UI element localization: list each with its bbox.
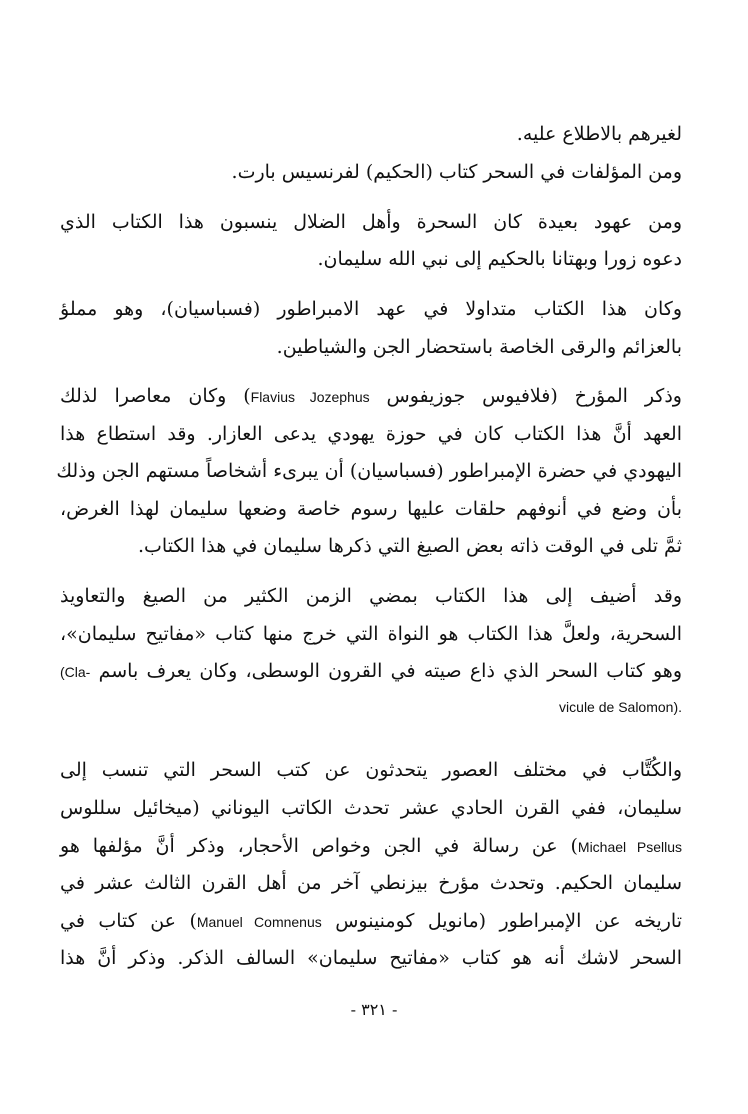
text-line [60, 832, 682, 860]
text-line [60, 692, 682, 720]
line-text: والكُتَّاب في مختلف العصور يتحدثون عن كتب السحر التي تنسب إلى [60, 759, 682, 781]
text-line [60, 120, 682, 148]
text-line [60, 756, 682, 784]
line-text: بالعزائم والرقى الخاصة باستحضار الجن والشياطين. [276, 336, 682, 358]
text-line [60, 333, 682, 361]
text-line [60, 582, 682, 610]
text-line [60, 295, 682, 323]
line-text: لغيرهم بالاطلاع عليه. [516, 123, 682, 145]
line-text: وذكر المؤرخ (فلافيوس جوزيفوس [386, 385, 682, 407]
line-text: وهو كتاب السحر الذي ذاع صيته في القرون الوسطى، وكان يعرف باسم [98, 660, 683, 682]
text-line [56, 457, 682, 485]
line-text: السحر لاشك أنه هو كتاب «مفاتيح سليمان» السالف الذكر. وذكر أنَّ هذا [60, 947, 682, 969]
text-line [60, 420, 682, 448]
text-line [60, 245, 682, 273]
latin-name: Flavius Jozephus [250, 389, 370, 405]
line-text: ) وكان معاصرا لذلك [60, 385, 251, 407]
text-line [60, 794, 682, 822]
line-text: العهد أنَّ هذا الكتاب كان في حوزة يهودي يدعى العازار. وقد استطاع هذا [60, 423, 682, 445]
latin-name: vicule de Salomon). [559, 699, 682, 715]
line-text: سليمان الحكيم. وتحدث مؤرخ بيزنطي آخر من أهل القرن الثالث عشر في [60, 872, 682, 894]
latin-name: Michael Psellus [577, 839, 683, 855]
latin-name: Manuel Comnenus [196, 914, 322, 930]
text-line [60, 907, 682, 935]
text-line [60, 208, 682, 236]
line-text: ومن المؤلفات في السحر كتاب (الحكيم) لفرنسيس بارت. [231, 161, 682, 183]
line-text: تاريخه عن الإمبراطور (مانويل كومنينوس [335, 910, 682, 932]
line-text: سليمان، ففي القرن الحادي عشر تحدث الكاتب اليوناني (ميخائيل سللوس [60, 797, 682, 819]
latin-name: (Cla- [60, 664, 91, 680]
text-line [60, 495, 682, 523]
text-line [60, 944, 682, 972]
line-text: اليهودي في حضرة الإمبراطور (فسباسيان) أن يبرىء أشخاصاً مستهم الجن وذلك [56, 460, 682, 482]
line-text: ثمَّ تلى في الوقت ذاته بعض الصيغ التي ذكرها سليمان في هذا الكتاب. [137, 535, 682, 557]
text-line [60, 532, 682, 560]
line-text: ) عن رسالة في الجن وخواص الأحجار، وذكر أنَّ مؤلفها هو [60, 835, 578, 857]
text-line [60, 869, 682, 897]
line-text: دعوه زورا وبهتانا بالحكيم إلى نبي الله سليمان. [317, 248, 682, 270]
line-text: وكان هذا الكتاب متداولا في عهد الامبراطور (فسباسيان)، وهو مملؤ [60, 298, 682, 320]
text-line [60, 382, 682, 410]
text-line [60, 158, 682, 186]
page-number: - ٣٢١ - [350, 1000, 398, 1019]
line-text: السحرية، ولعلَّ هذا الكتاب هو النواة التي خرج منها كتاب «مفاتيح سليمان»، [60, 623, 682, 645]
line-text: وقد أضيف إلى هذا الكتاب بمضي الزمن الكثير من الصيغ والتعاويذ [60, 585, 682, 607]
text-line [60, 620, 682, 648]
text-line [60, 657, 682, 685]
line-text: ) عن كتاب في [60, 910, 197, 932]
line-text: بأن وضع في أنوفهم حلقات عليها رسوم خاصة وضعها سليمان لهذا الغرض، [60, 498, 682, 520]
line-text: ومن عهود بعيدة كان السحرة وأهل الضلال ينسبون هذا الكتاب الذي [60, 211, 682, 233]
